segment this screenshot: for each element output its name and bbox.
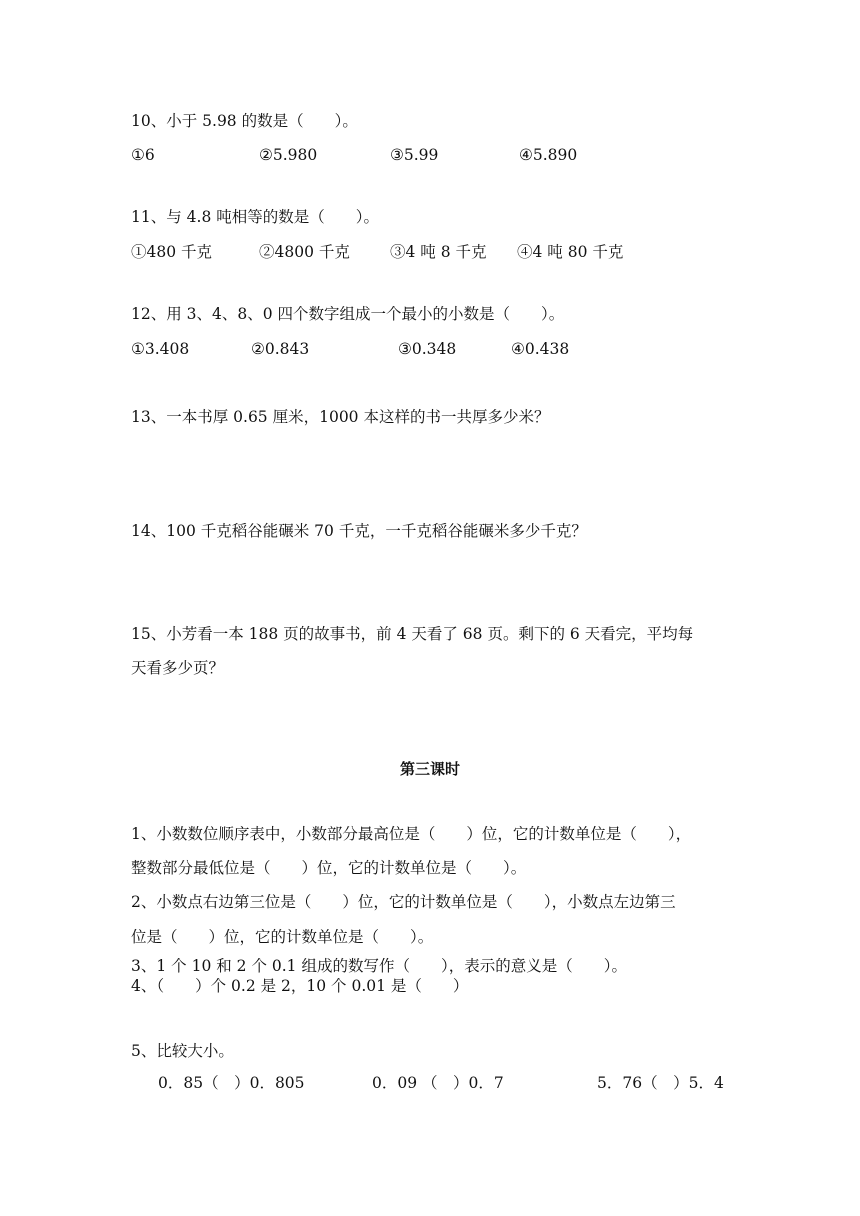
compare-item-3: 5．76（ ）5．4 <box>597 1074 724 1092</box>
section-item-1-line-1: 1、小数数位顺序表中，小数部分最高位是（ ）位，它的计数单位是（ ）， <box>131 825 692 843</box>
question-13-stem: 13、一本书厚 0.65 厘米，1000 本这样的书一共厚多少米？ <box>131 408 550 426</box>
question-11-option-4: ④4 吨 80 千克 <box>517 243 624 261</box>
question-15-line-1: 15、小芳看一本 188 页的故事书，前 4 天看了 68 页。剩下的 6 天看完，平均每 <box>131 625 694 643</box>
question-11-stem: 11、与 4.8 吨相等的数是（ ）。 <box>131 208 379 226</box>
question-12-stem: 12、用 3、4、8、0 四个数字组成一个最小的小数是（ ）。 <box>131 305 565 323</box>
compare-item-1: 0．85（ ）0．805 <box>158 1074 305 1092</box>
question-12-option-4: ④0.438 <box>511 340 570 358</box>
section-item-4: 4、（ ）个 0.2 是 2，10 个 0.01 是（ ） <box>131 977 469 995</box>
compare-item-2: 0．09 （ ）0．7 <box>372 1074 504 1092</box>
question-10-option-2: ②5.980 <box>259 146 318 164</box>
question-10-option-1: ①6 <box>131 146 155 164</box>
question-12-option-2: ②0.843 <box>251 340 310 358</box>
section-title: 第三课时 <box>399 760 460 778</box>
section-item-3: 3、1 个 10 和 2 个 0.1 组成的数写作（ ），表示的意义是（ ）。 <box>131 957 627 975</box>
section-item-2-line-2: 位是（ ）位，它的计数单位是（ ）。 <box>131 928 434 946</box>
question-12-option-1: ①3.408 <box>131 340 190 358</box>
section-item-2-line-1: 2、小数点右边第三位是（ ）位，它的计数单位是（ ），小数点左边第三 <box>131 893 676 911</box>
question-11-option-1: ①480 千克 <box>131 243 213 261</box>
section-item-1-line-2: 整数部分最低位是（ ）位，它的计数单位是（ ）。 <box>131 859 527 877</box>
question-11-option-3: ③4 吨 8 千克 <box>390 243 487 261</box>
question-15-line-2: 天看多少页？ <box>131 659 225 677</box>
question-11-option-2: ②4800 千克 <box>259 243 350 261</box>
question-10-stem: 10、小于 5.98 的数是（ ）。 <box>131 112 358 130</box>
question-12-option-3: ③0.348 <box>398 340 457 358</box>
question-10-option-3: ③5.99 <box>390 146 439 164</box>
question-14-stem: 14、100 千克稻谷能碾米 70 千克，一千克稻谷能碾米多少千克？ <box>131 522 587 540</box>
question-10-option-4: ④5.890 <box>519 146 578 164</box>
section-item-5-stem: 5、比较大小。 <box>131 1042 234 1060</box>
